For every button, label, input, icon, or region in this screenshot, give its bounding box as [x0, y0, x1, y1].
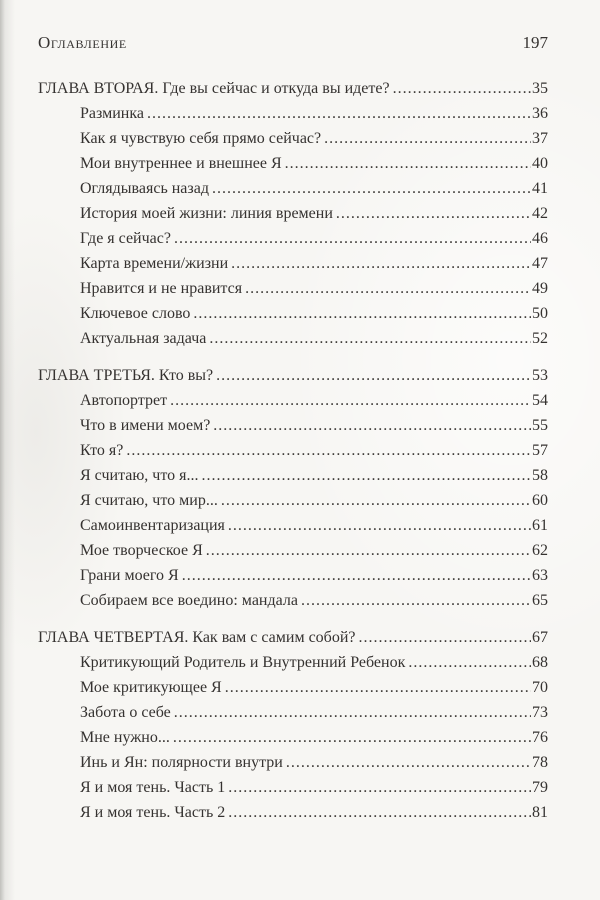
- toc-item-page: 73: [532, 704, 548, 721]
- toc-entry-row: [38, 251, 548, 276]
- toc-chapter-row: [38, 625, 548, 650]
- toc-item-title: ГЛАВА ТРЕТЬЯ. Кто вы?: [38, 367, 214, 384]
- toc-item-title: Что в имени моем?: [80, 417, 211, 434]
- toc-item-page: 42: [532, 205, 548, 222]
- toc-item-page: 49: [532, 280, 548, 297]
- toc-item-page: 37: [532, 130, 548, 147]
- dot-leader: [174, 700, 531, 725]
- toc-entry-row: [38, 388, 548, 413]
- toc-item-title: Мое критикующее Я: [80, 679, 222, 696]
- toc-item-title: Разминка: [80, 105, 144, 122]
- toc-item-title: Я считаю, что мир...: [80, 492, 218, 509]
- dot-leader: [324, 126, 531, 151]
- toc-entry-row: [38, 563, 548, 588]
- dot-leader: [147, 101, 531, 126]
- dot-leader: [212, 176, 531, 201]
- dot-leader: [228, 800, 531, 825]
- dot-leader: [174, 226, 531, 251]
- toc-item-title: ГЛАВА ВТОРАЯ. Где вы сейчас и откуда вы идете?: [38, 80, 390, 97]
- toc-item-title: Грани моего Я: [80, 567, 179, 584]
- dot-leader: [301, 588, 531, 613]
- dot-leader: [285, 151, 531, 176]
- dot-leader: [182, 563, 531, 588]
- toc-item-title: Критикующий Родитель и Внутренний Ребенок: [80, 654, 406, 671]
- dot-leader: [173, 725, 531, 750]
- toc-item-page: 46: [532, 230, 548, 247]
- toc-entry-row: [38, 301, 548, 326]
- toc-entry-row: [38, 326, 548, 351]
- toc-chapter-row: [38, 363, 548, 388]
- dot-leader: [408, 650, 531, 675]
- toc-item-page: 63: [532, 567, 548, 584]
- dot-leader: [170, 388, 531, 413]
- running-head: Оглавление: [38, 33, 127, 52]
- toc-item-page: 53: [532, 367, 548, 384]
- toc-item-page: 61: [532, 517, 548, 534]
- toc-item-title: Оглядываясь назад: [80, 180, 209, 197]
- toc-item-page: 55: [532, 417, 548, 434]
- dot-leader: [228, 513, 531, 538]
- toc-item-title: Самоинвентаризация: [80, 517, 225, 534]
- toc-entry-row: [38, 725, 548, 750]
- dot-leader: [228, 775, 531, 800]
- toc-entry-row: [38, 413, 548, 438]
- toc-entry-row: [38, 750, 548, 775]
- toc-entry-row: [38, 538, 548, 563]
- dot-leader: [225, 675, 531, 700]
- toc-entry-row: [38, 800, 548, 825]
- toc-item-page: 76: [532, 729, 548, 746]
- toc-item-page: 57: [532, 442, 548, 459]
- toc-item-page: 52: [532, 330, 548, 347]
- toc-item-title: Актуальная задача: [80, 330, 207, 347]
- toc-entry-row: [38, 588, 548, 613]
- dot-leader: [209, 326, 531, 351]
- toc-item-title: ГЛАВА ЧЕТВЕРТАЯ. Как вам с самим собой?: [38, 629, 356, 646]
- dot-leader: [213, 413, 531, 438]
- dot-leader: [336, 201, 531, 226]
- toc-item-page: 40: [532, 155, 548, 172]
- toc-item-page: 60: [532, 492, 548, 509]
- dot-leader: [286, 750, 531, 775]
- toc-item-title: Где я сейчас?: [80, 230, 171, 247]
- toc-item-page: 78: [532, 754, 548, 771]
- toc-entry-row: [38, 775, 548, 800]
- toc-entry-row: [38, 463, 548, 488]
- toc-item-page: 41: [532, 180, 548, 197]
- toc-item-page: 50: [532, 305, 548, 322]
- toc-item-title: Инь и Ян: полярности внутри: [80, 754, 283, 771]
- toc-item-page: 79: [532, 779, 548, 796]
- toc-item-title: Мое творческое Я: [80, 542, 203, 559]
- toc-item-title: Нравится и не нравится: [80, 280, 243, 297]
- dot-leader: [193, 301, 531, 326]
- toc-item-page: 81: [532, 804, 548, 821]
- toc-entry-row: [38, 650, 548, 675]
- dot-leader: [206, 538, 531, 563]
- toc-item-title: Как я чувствую себя прямо сейчас?: [80, 130, 322, 147]
- toc-entry-row: [38, 201, 548, 226]
- dot-leader: [231, 251, 531, 276]
- toc-entry-row: [38, 276, 548, 301]
- toc-item-page: 58: [532, 467, 548, 484]
- toc-item-title: Я и моя тень. Часть 1: [80, 779, 226, 796]
- toc-entry-row: [38, 176, 548, 201]
- toc-entry-row: [38, 226, 548, 251]
- toc-item-title: Мне нужно...: [80, 729, 170, 746]
- toc-item-title: Автопортрет: [80, 392, 168, 409]
- toc-entry-row: [38, 675, 548, 700]
- toc-item-page: 62: [532, 542, 548, 559]
- dot-leader: [202, 463, 532, 488]
- toc-section: [38, 363, 548, 613]
- toc-section: [38, 625, 548, 825]
- dot-leader: [216, 363, 531, 388]
- toc-item-title: Забота о себе: [80, 704, 171, 721]
- toc-item-title: Я и моя тень. Часть 2: [80, 804, 226, 821]
- toc-item-page: 36: [532, 105, 548, 122]
- toc-item-title: Кто я?: [80, 442, 124, 459]
- toc-item-page: 67: [532, 629, 548, 646]
- toc-item-page: 68: [532, 654, 548, 671]
- toc-item-title: Карта времени/жизни: [80, 255, 229, 272]
- toc-entry-row: [38, 151, 548, 176]
- toc-item-page: 35: [532, 80, 548, 97]
- toc-entry-row: [38, 126, 548, 151]
- dot-leader: [393, 76, 531, 101]
- toc-item-title: Собираем все воедино: мандала: [80, 592, 298, 609]
- table-of-contents: [38, 76, 548, 825]
- page-number: 197: [522, 33, 548, 52]
- toc-item-title: Я считаю, что я...: [80, 467, 199, 484]
- toc-item-title: Ключевое слово: [80, 305, 191, 322]
- toc-section: [38, 76, 548, 351]
- toc-item-page: 70: [532, 679, 548, 696]
- toc-entry-row: [38, 513, 548, 538]
- toc-entry-row: [38, 700, 548, 725]
- toc-item-page: 65: [532, 592, 548, 609]
- toc-item-title: Мои внутреннее и внешнее Я: [80, 155, 282, 172]
- toc-entry-row: [38, 438, 548, 463]
- page-header: [38, 33, 548, 55]
- dot-leader: [245, 276, 531, 301]
- toc-entry-row: [38, 101, 548, 126]
- toc-entry-row: [38, 488, 548, 513]
- dot-leader: [221, 488, 531, 513]
- toc-item-page: 54: [532, 392, 548, 409]
- dot-leader: [358, 625, 531, 650]
- toc-item-title: История моей жизни: линия времени: [80, 205, 333, 222]
- dot-leader: [126, 438, 531, 463]
- toc-chapter-row: [38, 76, 548, 101]
- toc-item-page: 47: [532, 255, 548, 272]
